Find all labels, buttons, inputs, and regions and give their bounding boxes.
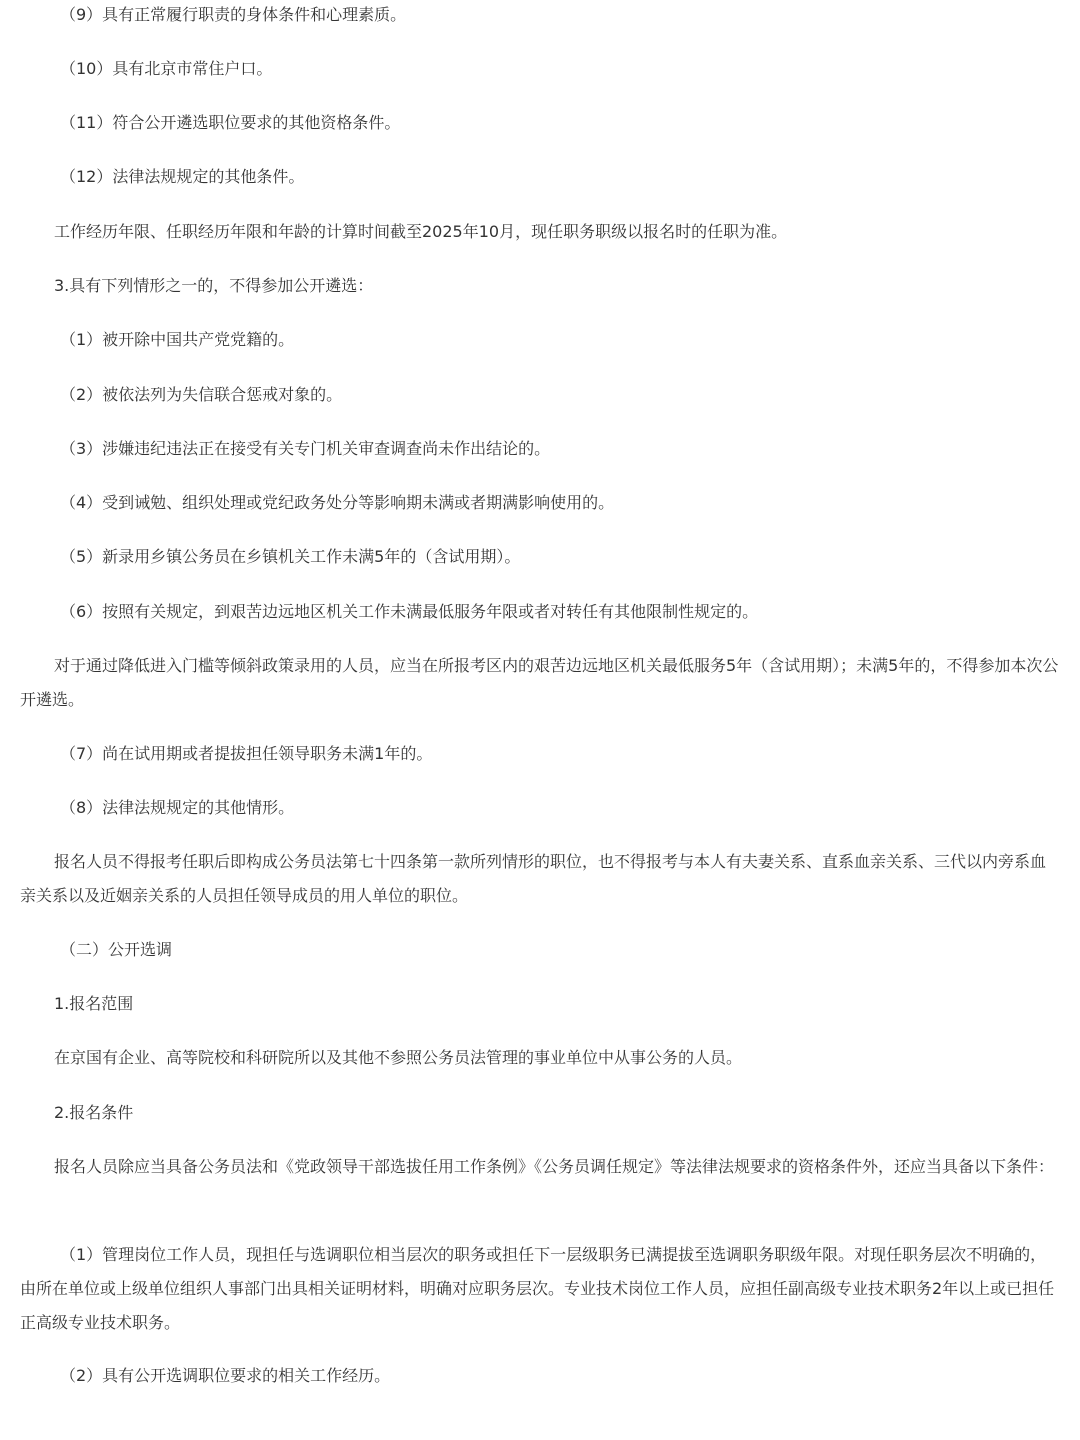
paragraph: 报名人员不得报考任职后即构成公务员法第七十四条第一款所列情形的职位，也不得报考与本人有夫妻关系、直系血亲关系、三代以内旁系血亲关系以及近姻亲关系的人员担任领导成员的用人单位的职位。 xyxy=(20,852,1047,905)
paragraph: （2）具有公开选调职位要求的相关工作经历。 xyxy=(60,1366,391,1385)
paragraph: 报名人员除应当具备公务员法和《党政领导干部选拔任用工作条例》《公务员调任规定》等法律法规要求的资格条件外，还应当具备以下条件： xyxy=(54,1157,1055,1176)
paragraph: （4）受到诫勉、组织处理或党纪政务处分等影响期未满或者期满影响使用的。 xyxy=(60,493,615,512)
paragraph: 在京国有企业、高等院校和科研院所以及其他不参照公务员法管理的事业单位中从事公务的人员。 xyxy=(54,1048,743,1067)
paragraph: （5）新录用乡镇公务员在乡镇机关工作未满5年的（含试用期）。 xyxy=(60,547,521,566)
paragraph: （7）尚在试用期或者提拔担任领导职务未满1年的。 xyxy=(60,744,433,763)
paragraph: （1）管理岗位工作人员，现担任与选调职位相当层次的职务或担任下一层级职务已满提拔至选调职务职级年限。对现任职务层次不明确的，由所在单位或上级单位组织人事部门出具相关证明材料，明确对应职务层次。专业技术岗位工作人员，应担任副高级专业技术职务2年以上或已担任正高级专业技术职务。 xyxy=(20,1245,1055,1332)
section-heading: 2.报名条件 xyxy=(54,1103,134,1122)
section-heading: 3.具有下列情形之一的，不得参加公开遴选： xyxy=(54,276,374,295)
paragraph: （2）被依法列为失信联合惩戒对象的。 xyxy=(60,385,343,404)
paragraph: （6）按照有关规定，到艰苦边远地区机关工作未满最低服务年限或者对转任有其他限制性规定的。 xyxy=(60,602,759,621)
paragraph: 工作经历年限、任职经历年限和年龄的计算时间截至2025年10月，现任职务职级以报名时的任职为准。 xyxy=(54,222,788,241)
paragraph: （3）涉嫌违纪违法正在接受有关专门机关审查调查尚未作出结论的。 xyxy=(60,439,551,458)
paragraph: （1）被开除中国共产党党籍的。 xyxy=(60,330,295,349)
section-heading: （二）公开选调 xyxy=(60,940,173,959)
paragraph: （9）具有正常履行职责的身体条件和心理素质。 xyxy=(60,5,407,24)
section-heading: 1.报名范围 xyxy=(54,994,134,1013)
paragraph: （8）法律法规规定的其他情形。 xyxy=(60,798,295,817)
paragraph: （12）法律法规规定的其他条件。 xyxy=(60,167,305,186)
paragraph: 对于通过降低进入门槛等倾斜政策录用的人员，应当在所报考区内的艰苦边远地区机关最低服务5年（含试用期）；未满5年的，不得参加本次公开遴选。 xyxy=(20,656,1059,709)
paragraph: （11）符合公开遴选职位要求的其他资格条件。 xyxy=(60,113,401,132)
paragraph: （10）具有北京市常住户口。 xyxy=(60,59,273,78)
